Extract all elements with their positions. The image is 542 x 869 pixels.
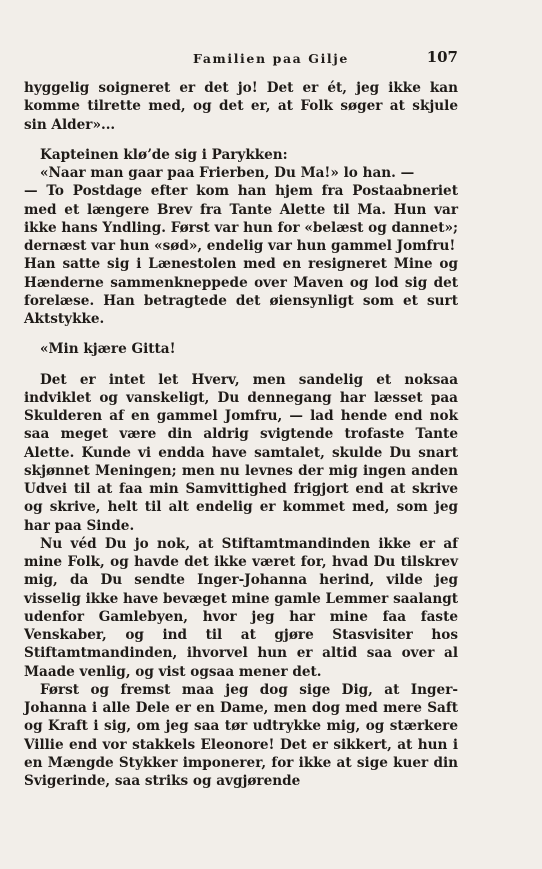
paragraph: Nu véd Du jo nok, at Stiftamtmandinden ikke er af mine Folk, og havde det ikke været for, hvad Du tilskrev mig, da Du sendte Inger-Johanna herind, vilde jeg visselig ikke have bevæget mine gamle Lemmer saalangt udenfor Gamlebyen, hvor jeg har mine faa faste Venskaber, og ind til at gjøre Stasvisiter hos Stiftamtmandinden, ihvorvel hun er altid saa over al Maade venlig, og vist ogsaa mener det. bbox=[24, 535, 458, 680]
paragraph: Det er intet let Hverv, men sandelig et noksaa indviklet og vanskeligt, Du dennegang har læsset paa Skulderen af en gammel Jomfru, — lad hende end nok saa meget være din aldrig svigtende trofaste Tante Alette. Kunde vi endda have samtalet, skulde Du snart skjønnet Meningen; men nu levnes der mig ingen anden Udvei til at faa min Samvittighed frigjort end at skrive og skrive, helt til alt endelig er kommet med, som jeg har paa Sinde. bbox=[24, 371, 458, 534]
running-header bbox=[0, 48, 542, 72]
page-number: 107 bbox=[426, 48, 458, 66]
paragraph: hyggelig soigneret er det jo! Det er ét, jeg ikke kan komme tilrette med, og det er, at Folk søger at skjule sin Alder»... bbox=[24, 80, 458, 133]
letter-salutation: «Min kjære Gitta! bbox=[40, 341, 176, 358]
paragraph: «Naar man gaar paa Frierben, Du Ma!» lo han. — bbox=[40, 165, 415, 181]
paragraph: Kapteinen kløʼde sig i Parykken: bbox=[40, 146, 288, 163]
paragraph: — To Postdage efter kom han hjem fra Postaabneriet med et længere Brev fra Tante Alette til Ma. Hun var ikke hans Yndling. Først var hun for «belæst og dannet»; dernæst var hun «sød», endelig var hun gammel Jomfru! bbox=[24, 183, 458, 254]
paragraph: Han satte sig i Lænestolen med en resigneret Mine og Hænderne sammenkneppede over Maven og lod sig det forelæse. Han betragtede det øiensynligt som et surt Aktstykke. bbox=[24, 256, 458, 327]
body-text bbox=[24, 79, 458, 790]
paragraph: Først og fremst maa jeg dog sige Dig, at Inger-Johanna i alle Dele er en Dame, men dog med mere Saft og Kraft i sig, om jeg saa tør udtrykke mig, og stærkere Villie end vor stakkels Eleonore! Det er sikkert, at hun i en Mængde Stykker imponerer, for ikke at sige kuer din Svigerinde, saa striks og avgjørende bbox=[24, 681, 458, 789]
running-title: Familien paa Gilje bbox=[193, 51, 349, 66]
